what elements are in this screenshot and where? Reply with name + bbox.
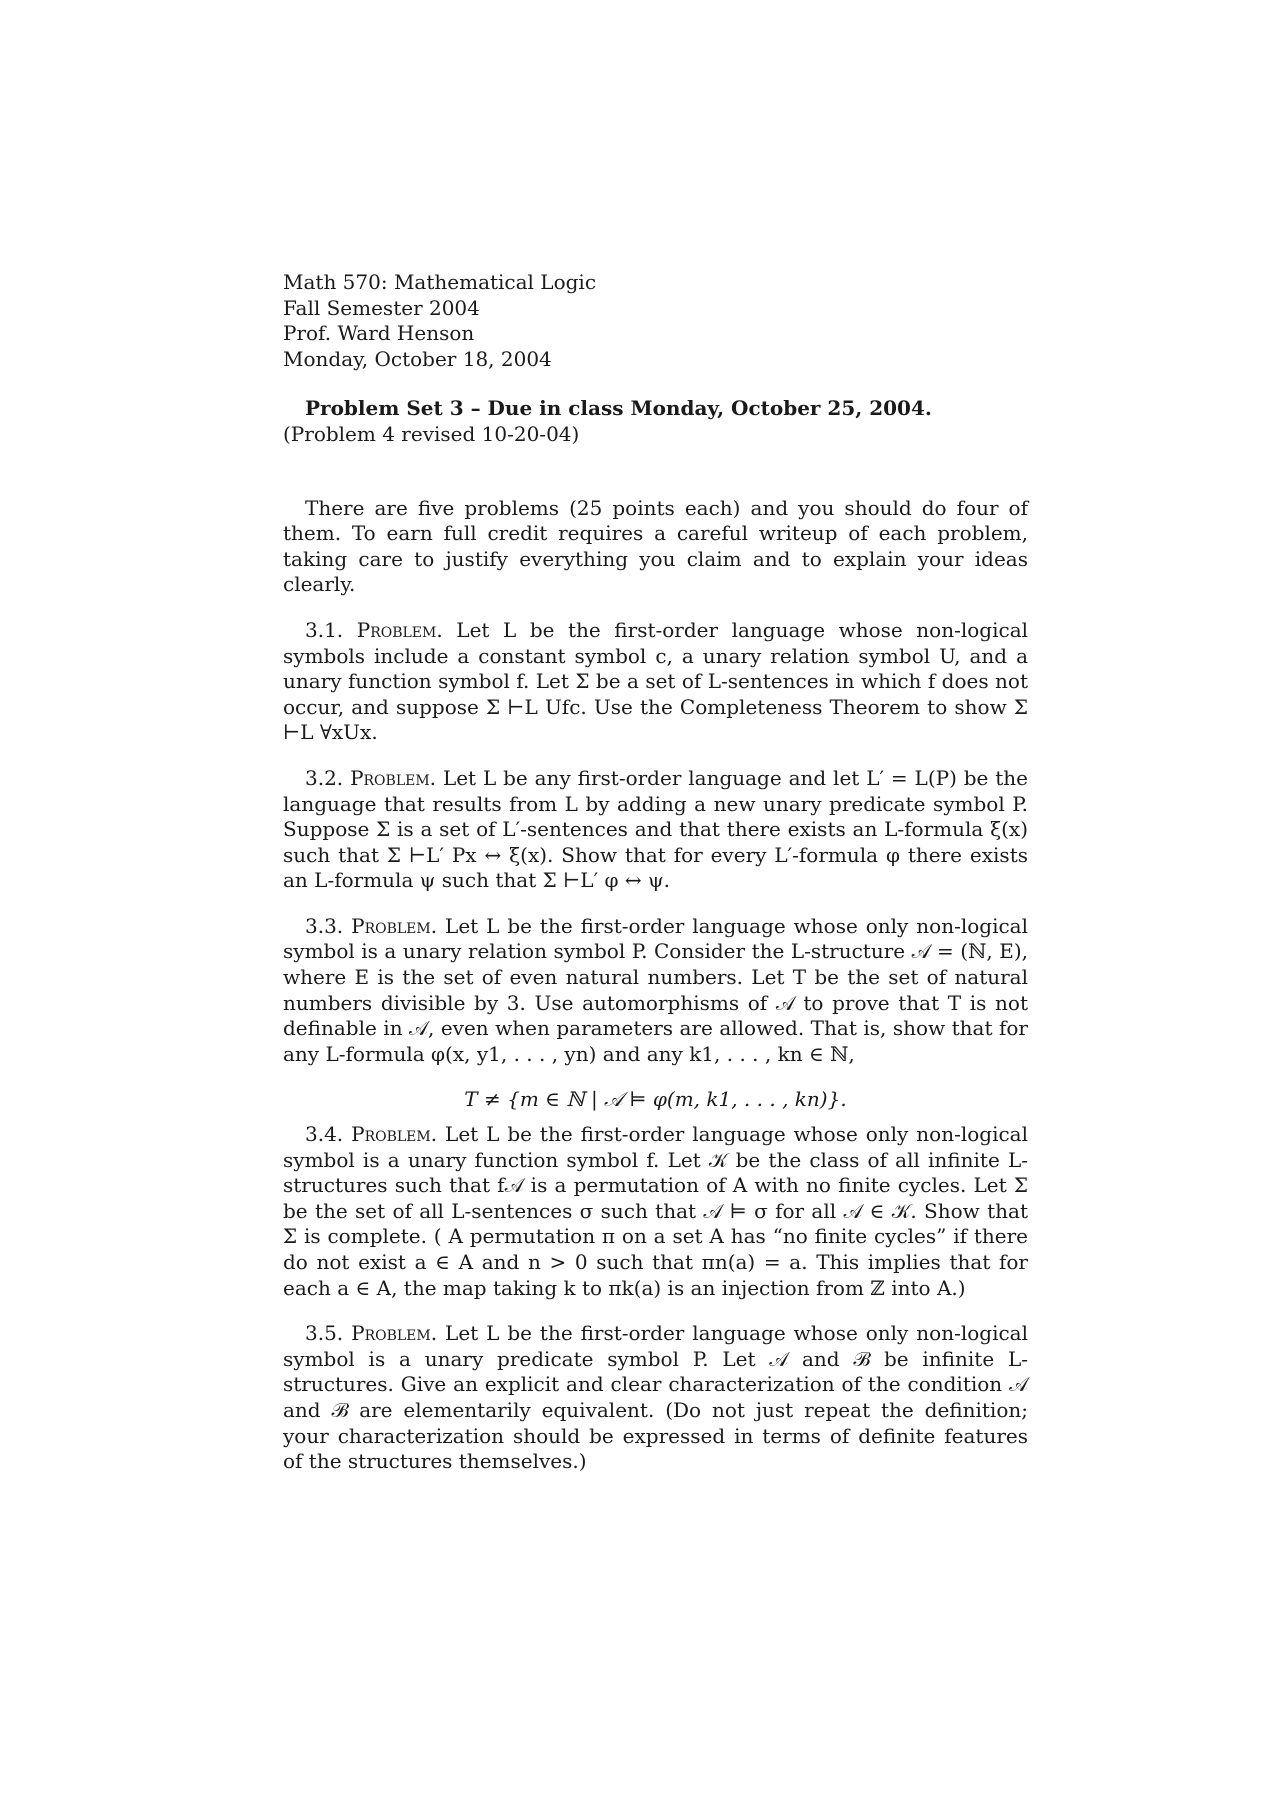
revision-note: (Problem 4 revised 10-20-04) [283, 421, 580, 446]
document-page [283, 270, 1028, 1495]
problem-text: Let L be the first-order language whose only non-logical symbol is a unary relation symbol P. Consider the L-structure 𝒜 = (ℕ, E), where E is the set of even natural numbers. Let T be the set of natural numbers divisible by 3. Use automorphisms of 𝒜 to prove that T is not definable in 𝒜, even when parameters are allowed. That is, show that for any L-formula φ(x, y1, . . . , yn) and any k1, . . . , kn ∈ ℕ, [283, 913, 1029, 1066]
problem-text: Let L be the first-order language whose only non-logical symbol is a unary predicate symbol P. Let 𝒜 and ℬ be infinite L-structures. Give an explicit and clear characterization of the condition 𝒜 and ℬ are elementarily equivalent. (Do not just repeat the definition; your characterization should be expressed in terms of definite features of the structures themselves.) [283, 1321, 1029, 1474]
problem-set-title: Problem Set 3 – Due in class Monday, October 25, 2004. [305, 396, 932, 421]
problem-label: Problem. [351, 1321, 438, 1346]
problem-text: Let L be the first-order language whose non-logical symbols include a constant symbol c, a unary relation symbol U, and a unary function symbol f. Let Σ be a set of L-sentences in which f does not occur, and suppose Σ ⊢L Ufc. Use the Completeness Theorem to show Σ ⊢L ∀xUx. [283, 617, 1029, 745]
problem-number: 3.5. [305, 1321, 344, 1346]
problem-text: Let L be any first-order language and let L′ = L(P) be the language that results from L by adding a new unary predicate symbol P. Suppose Σ is a set of L′-sentences and that there exists an L-formula ξ(x) such that Σ ⊢L′ Px ↔ ξ(x). Show that for every L′-formula φ there exists an L-formula ψ such that Σ ⊢L′ φ ↔ ψ. [283, 765, 1029, 893]
problem-3-3 [283, 914, 1028, 1068]
semester: Fall Semester 2004 [283, 295, 480, 320]
course-name: Math 570: Mathematical Logic [283, 270, 597, 294]
problem-number: 3.1. [305, 617, 344, 642]
problem-number: 3.2. [305, 765, 344, 790]
problem-3-4 [283, 1122, 1028, 1301]
problem-3-1 [283, 618, 1028, 746]
problem-label: Problem. [356, 617, 443, 642]
date: Monday, October 18, 2004 [283, 346, 552, 371]
problem-text: Let L be the first-order language whose only non-logical symbol is a unary function symbol f. Let 𝒦 be the class of all infinite L-structures such that f𝒜 is a permutation of A with no finite cycles. Let Σ be the set of all L-sentences σ such that 𝒜 ⊨ σ for all 𝒜 ∈ 𝒦. Show that Σ is complete. ( A permutation π on a set A has “no finite cycles” if there do not exist a ∈ A and n > 0 such that πn(a) = a. This implies that for each a ∈ A, the map taking k to πk(a) is an injection from ℤ into A.) [283, 1122, 1029, 1300]
title-block [283, 396, 1028, 447]
problem-number: 3.4. [305, 1122, 344, 1147]
problem-3-2 [283, 766, 1028, 894]
display-equation: T ≠ {m ∈ ℕ | 𝒜 ⊨ φ(m, k1, . . . , kn)}. [464, 1087, 847, 1112]
intro-paragraph: There are five problems (25 points each) and you should do four of them. To earn full credit requires a careful writeup of each problem, taking care to justify everything you claim and to explain your ideas clearly. [283, 495, 1028, 597]
course-header [283, 270, 1028, 372]
problem-label: Problem. [351, 913, 438, 938]
problem-3-5 [283, 1321, 1028, 1475]
problem-number: 3.3. [305, 913, 344, 938]
problem-label: Problem. [350, 765, 437, 790]
professor: Prof. Ward Henson [283, 321, 475, 346]
problem-label: Problem. [351, 1122, 438, 1147]
